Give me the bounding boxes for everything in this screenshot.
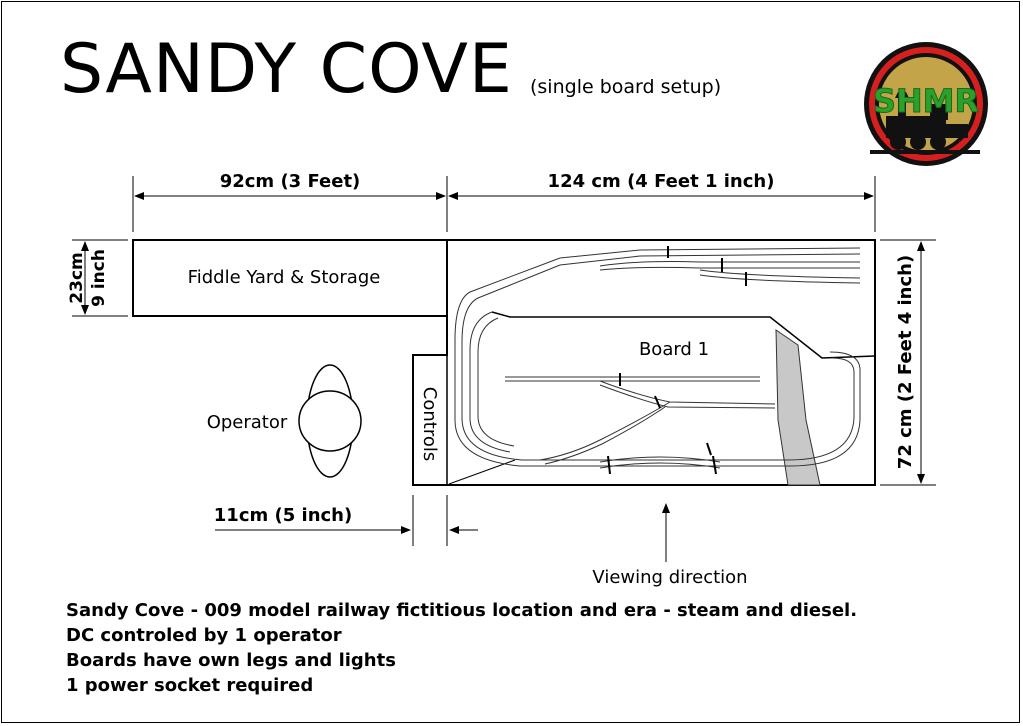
controls-label: Controls: [419, 386, 440, 462]
shmr-logo: [864, 42, 988, 166]
viewing-direction-label: Viewing direction: [592, 567, 748, 588]
operator-figure-icon: [299, 365, 361, 477]
fiddle-depth-cm-label: 23cm: [67, 252, 87, 304]
controls-width-label: 11cm (5 inch): [213, 505, 353, 526]
note-line: 1 power socket required: [66, 675, 314, 696]
logo-text: SHMR: [872, 82, 980, 120]
fiddle-yard-label: Fiddle Yard & Storage: [187, 267, 381, 288]
board-1-label: Board 1: [638, 339, 710, 360]
board-width-label: 124 cm (4 Feet 1 inch): [547, 171, 775, 192]
note-line: Sandy Cove - 009 model railway fictitious location and era - steam and diesel.: [66, 600, 858, 621]
page-subtitle: (single board setup): [530, 76, 722, 98]
fiddle-depth-in-label: 9 inch: [89, 249, 109, 307]
note-line: Boards have own legs and lights: [66, 650, 396, 671]
note-line: DC controled by 1 operator: [66, 625, 342, 646]
operator-label: Operator: [206, 412, 288, 433]
notes-block: [66, 598, 857, 698]
board-depth-label: 72 cm (2 Feet 4 inch): [895, 254, 916, 470]
page-title: SANDY COVE: [60, 30, 513, 109]
fiddle-width-label: 92cm (3 Feet): [219, 171, 361, 192]
